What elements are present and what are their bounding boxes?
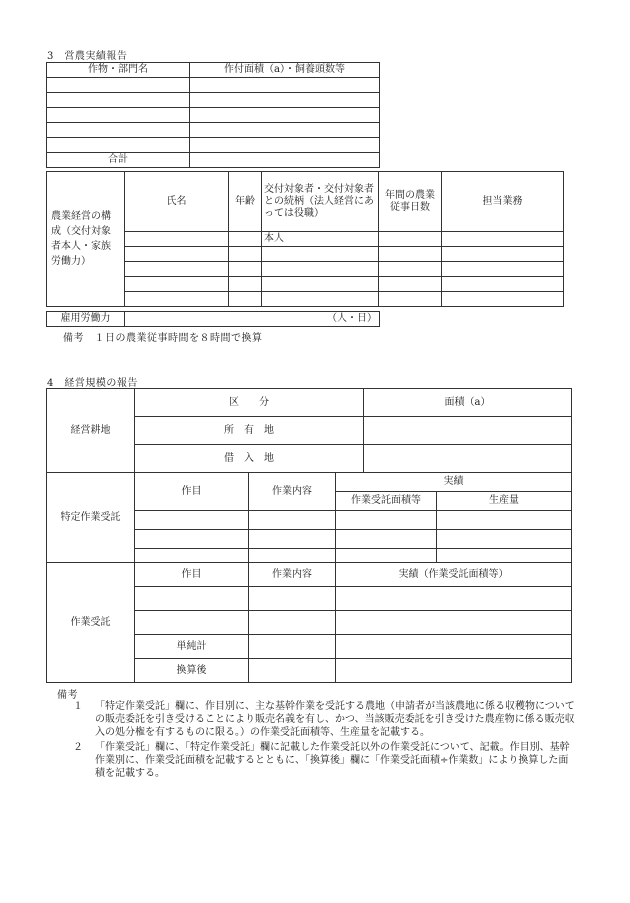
- days-header: 年間の農業従事日数: [379, 172, 442, 232]
- family-labor-label: 農業経営の構成（交付対象者本人・家族労働力）: [47, 172, 125, 307]
- farmland-label: 経営耕地: [47, 389, 135, 473]
- crop-name-cell[interactable]: [47, 123, 190, 138]
- days-cell[interactable]: [379, 247, 442, 262]
- converted-result-cell[interactable]: [336, 659, 572, 683]
- section3-title: 3 営農実績報告: [47, 51, 128, 62]
- converted-label: 換算後: [135, 659, 249, 683]
- name-cell[interactable]: [125, 262, 229, 277]
- age-cell[interactable]: [229, 232, 262, 247]
- work-item-cell[interactable]: [135, 587, 249, 611]
- crop-name-cell[interactable]: [47, 78, 190, 93]
- section3-remark: 備考 １日の農業従事時間を８時間で換算: [63, 333, 263, 344]
- crop-area-cell[interactable]: [190, 123, 380, 138]
- remark-text: 「特定作業受託」欄に、作目別に、主な基幹作業を受託する農地（申請者が当該農地に係る収穫物についての販売委託を引き受けることにより販売名義を有し、かつ、当該販売委託を引き受けた農産物に係る販売収入の処分権を有するものに限る。）の作業受託面積等、生産量を記載する。: [95, 701, 575, 738]
- days-cell[interactable]: [379, 277, 442, 292]
- leased-land-area-cell[interactable]: [364, 445, 572, 473]
- crop-total-label: 合計: [47, 153, 190, 168]
- duty-cell[interactable]: [442, 247, 564, 262]
- specific-area-cell[interactable]: [336, 511, 437, 530]
- specific-work-table: [46, 472, 572, 563]
- hired-labor-label: 雇用労働力: [47, 312, 125, 327]
- duty-cell[interactable]: [442, 232, 564, 247]
- specific-output-cell[interactable]: [437, 530, 572, 549]
- specific-result-header: 実績: [336, 473, 572, 492]
- crop-area-cell[interactable]: [190, 108, 380, 123]
- specific-area-cell[interactable]: [336, 549, 437, 563]
- specific-item-cell[interactable]: [135, 511, 249, 530]
- specific-area-cell[interactable]: [336, 530, 437, 549]
- remark-number: １: [73, 701, 83, 712]
- work-item-cell[interactable]: [135, 611, 249, 635]
- days-cell[interactable]: [379, 292, 442, 307]
- category-header: 区 分: [135, 389, 364, 417]
- specific-content-cell[interactable]: [249, 549, 336, 563]
- days-cell[interactable]: [379, 262, 442, 277]
- simple-total-content-cell[interactable]: [249, 635, 336, 659]
- hired-labor-unit[interactable]: （人・日）: [125, 312, 380, 327]
- specific-content-cell[interactable]: [249, 530, 336, 549]
- duty-cell[interactable]: [442, 262, 564, 277]
- crop-area-cell[interactable]: [190, 93, 380, 108]
- simple-total-result-cell[interactable]: [336, 635, 572, 659]
- age-header: 年齢: [229, 172, 262, 232]
- duty-cell[interactable]: [442, 277, 564, 292]
- crop-area-cell[interactable]: [190, 78, 380, 93]
- converted-content-cell[interactable]: [249, 659, 336, 683]
- name-cell[interactable]: [125, 277, 229, 292]
- age-cell[interactable]: [229, 292, 262, 307]
- hired-labor-table: [46, 311, 380, 327]
- specific-content-cell[interactable]: [249, 511, 336, 530]
- work-content-cell[interactable]: [249, 611, 336, 635]
- section4-title: 4 経営規模の報告: [47, 378, 138, 389]
- relation-cell[interactable]: [262, 277, 379, 292]
- days-cell[interactable]: [379, 232, 442, 247]
- remark-item: [73, 700, 578, 739]
- relation-cell[interactable]: [262, 292, 379, 307]
- work-item-header: 作目: [135, 563, 249, 587]
- name-header: 氏名: [125, 172, 229, 232]
- area-header: 面積（a）: [364, 389, 572, 417]
- name-cell[interactable]: [125, 232, 229, 247]
- work-content-header: 作業内容: [249, 563, 336, 587]
- relation-header: 交付対象者・交付対象者との続柄（法人経営にあっては役職）: [262, 172, 379, 232]
- leased-land-label: 借 入 地: [135, 445, 364, 473]
- specific-output-cell[interactable]: [437, 511, 572, 530]
- work-result-cell[interactable]: [336, 611, 572, 635]
- section4-remarks-title: 備考: [57, 690, 78, 701]
- farmland-table: [46, 388, 572, 473]
- relation-cell[interactable]: [262, 262, 379, 277]
- specific-item-cell[interactable]: [135, 530, 249, 549]
- crop-table: [46, 62, 380, 168]
- specific-output-cell[interactable]: [437, 549, 572, 563]
- work-consignment-label: 作業受託: [47, 563, 135, 683]
- work-content-cell[interactable]: [249, 587, 336, 611]
- crop-name-header: 作物・部門名: [47, 63, 190, 78]
- specific-work-label: 特定作業受託: [47, 473, 135, 563]
- relation-cell[interactable]: 本人: [262, 232, 379, 247]
- specific-item-header: 作目: [135, 473, 249, 511]
- remark-text: 「作業受託」欄に、「特定作業受託」欄に記載した作業受託以外の作業受託について、記載。作目別、基幹作業別に、作業受託面積を記載するとともに、「換算後」欄に「作業受託面積÷作業数」により換算した面積を記載する。: [95, 742, 570, 779]
- simple-total-label: 単純計: [135, 635, 249, 659]
- labor-table: [46, 171, 564, 307]
- relation-cell[interactable]: [262, 247, 379, 262]
- specific-item-cell[interactable]: [135, 549, 249, 563]
- work-result-cell[interactable]: [336, 587, 572, 611]
- crop-name-cell[interactable]: [47, 93, 190, 108]
- duty-header: 担当業務: [442, 172, 564, 232]
- name-cell[interactable]: [125, 292, 229, 307]
- crop-name-cell[interactable]: [47, 108, 190, 123]
- specific-content-header: 作業内容: [249, 473, 336, 511]
- age-cell[interactable]: [229, 247, 262, 262]
- owned-land-label: 所 有 地: [135, 417, 364, 445]
- duty-cell[interactable]: [442, 292, 564, 307]
- age-cell[interactable]: [229, 262, 262, 277]
- section4-remarks: [73, 700, 578, 780]
- crop-name-cell[interactable]: [47, 138, 190, 153]
- remark-item: [73, 741, 578, 780]
- specific-output-header: 生産量: [437, 492, 572, 511]
- remark-number: ２: [73, 742, 83, 753]
- work-consignment-table: [46, 562, 572, 683]
- crop-area-header: 作付面積（a）・飼養頭数等: [190, 63, 380, 78]
- crop-area-cell[interactable]: [190, 138, 380, 153]
- age-cell[interactable]: [229, 277, 262, 292]
- work-result-header: 実績（作業受託面積等）: [336, 563, 572, 587]
- name-cell[interactable]: [125, 247, 229, 262]
- crop-total-cell[interactable]: [190, 153, 380, 168]
- specific-area-header: 作業受託面積等: [336, 492, 437, 511]
- owned-land-area-cell[interactable]: [364, 417, 572, 445]
